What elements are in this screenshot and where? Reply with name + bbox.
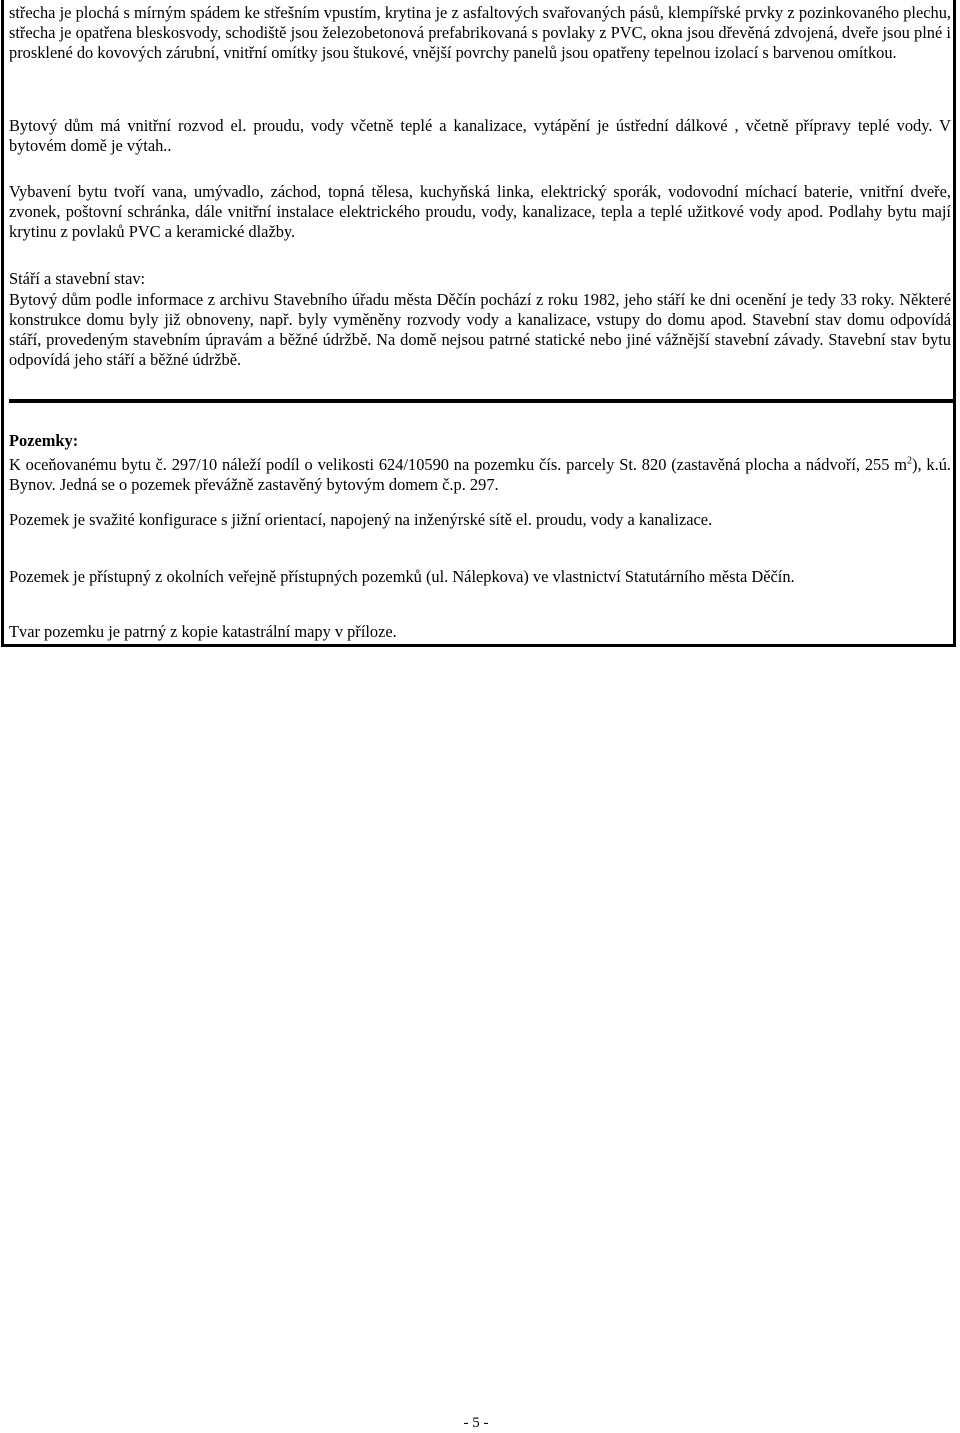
paragraph-age-condition: Bytový dům podle informace z archivu Stavebního úřadu města Děčín pochází z roku 1982, jeho stáří ke dni ocenění je tedy 33 roky. Některé konstrukce domu byly již obnoveny, např. byly vyměněny rozvody vody a kanalizace, vstupy do domu apod. Stavební stav domu odpovídá stáří, provedeným stavebním úpravám a běžné údržbě. Na domě nejsou patrné statické nebo jiné vážnější stavební závady. Stavební stav bytu odpovídá jeho stáří a běžné údržbě. [9,290,951,369]
land-share-text-end: ), k.ú. Bynov. Jedná se o pozemek převážně zastavěný bytovým domem č.p. 297. [9,455,951,494]
section-heading-age: Stáří a stavební stav: [9,269,146,288]
paragraph-land-share [9,455,951,495]
paragraph-roof-construction: střecha je plochá s mírným spádem ke střešním vpustím, krytina je z asfaltových svařovaných pásů, klempířské prvky z pozinkovaného plechu, střecha je opatřena bleskosvody, schodiště jsou železobetonová prefabrikovaná s povlaky z PVC, okna jsou dřevěná zdvojená, dveře jsou plné i prosklené do kovových zárubní, vnitřní omítky jsou štukové, vnější povrchy panelů jsou opatřeny tepelnou izolací s barvenou omítkou. [9,3,951,62]
paragraph-equipment: Vybavení bytu tvoří vana, umývadlo, záchod, topná tělesa, kuchyňská linka, elektrický sporák, vodovodní míchací baterie, vnitřní dveře, zvonek, poštovní schránka, dále vnitřní instalace elektrického proudu, vody, kanalizace, tepla a teplé užitkové vody apod. Podlahy bytu mají krytinu z povlaků PVC a keramické dlažby. [9,182,951,241]
paragraph-land-access: Pozemek je přístupný z okolních veřejně přístupných pozemků (ul. Nálepkova) ve vlastnictví Statutárního města Děčín. [9,567,795,586]
paragraph-utilities: Bytový dům má vnitřní rozvod el. proudu, vody včetně teplé a kanalizace, vytápění je ústřední dálkové , včetně přípravy teplé vody. V bytovém domě je výtah.. [9,116,951,155]
paragraph-land-configuration: Pozemek je svažité konfigurace s jižní orientací, napojený na inženýrské sítě el. proudu, vody a kanalizace. [9,510,713,529]
land-share-text: K oceňovanému bytu č. 297/10 náleží podíl o velikosti 624/10590 na pozemku čís. parcely St. 820 (zastavěná plocha a nádvoří, 255 m [9,455,908,474]
paragraph-land-shape: Tvar pozemku je patrný z kopie katastrální mapy v příloze. [9,622,397,641]
page-number: - 5 - [463,1415,489,1431]
unit-superscript: 2 [907,455,913,467]
section-heading-land: Pozemky: [9,431,79,450]
section-divider [9,399,953,403]
